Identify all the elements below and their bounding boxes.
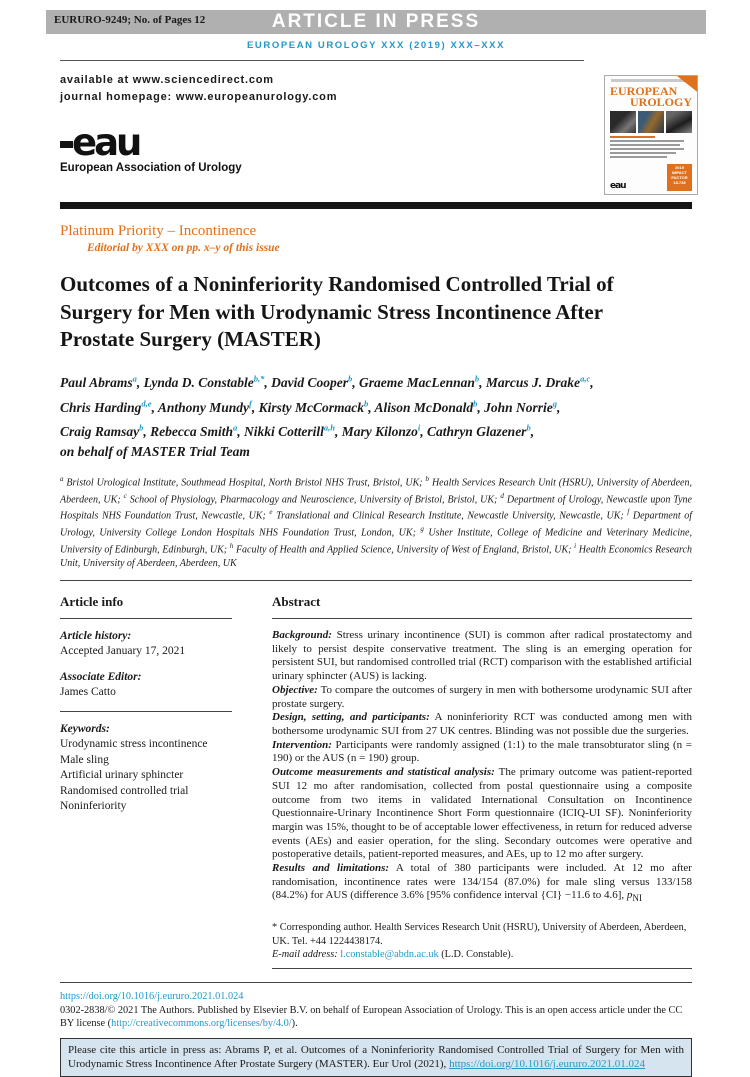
- author-list: [60, 369, 692, 463]
- cover-eau-logo: eau: [610, 181, 626, 191]
- section-divider: [60, 580, 692, 581]
- article-info-heading: Article info: [60, 594, 124, 610]
- keywords-label: Keywords:: [60, 723, 110, 736]
- abstract-objective-label: Objective:: [272, 683, 318, 696]
- author-line: [60, 393, 692, 418]
- associate-editor-value: James Catto: [60, 686, 116, 699]
- author-affiliation-superscript: d,e: [141, 398, 152, 408]
- author-name: David Cooper: [271, 375, 349, 390]
- author-name: Mary Kilonzo: [341, 424, 418, 439]
- cover-title-line2: UROLOGY: [629, 95, 692, 109]
- keyword-item: Randomised controlled trial: [60, 784, 189, 797]
- author: Craig Ramsay$^b$,: [60, 422, 151, 439]
- journal-cover-thumbnail: [604, 75, 698, 195]
- abstract-heading: Abstract: [272, 594, 321, 610]
- cover-footer-line: [610, 194, 638, 195]
- author-name: Alison McDonald: [374, 399, 474, 415]
- p-value-subscript: NI: [632, 893, 643, 904]
- manuscript-id: EURURO-9249; No. of Pages 12: [54, 14, 206, 26]
- abstract-outcomes-text: The primary outcome was patient-reported SUI 12 mo after randomisation, collected from postal questionnaire using a composite outcome from two items in validated International Consultation on Incontinence Questionnaire-Urinary Incontinence Short Form questionnaire (ICIQ-UI SF). Noninferiority margin was 15%, thought to be of acceptable lower effectiveness, in return for reduced adverse events (AEs) and easier operation, for the sling. Secondary outcomes were operative and postoperative details, patient-reported measures, and AEs, up to 12 mo after surgery.: [272, 766, 692, 861]
- corresponding-author-footnote: [272, 921, 692, 961]
- author: Lynda D. Constable$^{b,*}$,: [143, 373, 272, 390]
- abstract-intervention: [272, 739, 692, 766]
- footer-divider: [60, 982, 692, 983]
- keyword-item: Artificial urinary sphincter: [60, 769, 184, 782]
- cover-text-line: [610, 140, 684, 142]
- authors-tail: on behalf of MASTER Trial Team: [60, 444, 250, 459]
- affiliation-superscript: g: [420, 525, 424, 534]
- author-affiliation-superscript: b: [348, 373, 353, 384]
- article-title: [60, 271, 692, 354]
- email-link[interactable]: l.constable@abdn.ac.uk: [340, 948, 439, 960]
- header-divider: [60, 60, 584, 61]
- author: Graeme MacLennan$^b$,: [359, 373, 486, 390]
- author-name: Craig Ramsay: [60, 424, 140, 439]
- cover-impact-factor-box: 2019 IMPACT FACTOR 18.728: [667, 164, 692, 191]
- citation-text: Please cite this article in press as: Abrams P, et al. Outcomes of a Noninferiority Randomised Controlled Trial of Surgery for Men with Urodynamic Stress Incontinence After Prostate Surgery (MASTER). Eur Urol (2021),: [68, 1043, 684, 1070]
- article-history-value: Accepted January 17, 2021: [60, 645, 186, 658]
- author-affiliation-superscript: b: [139, 422, 144, 433]
- citation-doi-link[interactable]: https://doi.org/10.1016/j.eururo.2021.01.024: [449, 1057, 646, 1070]
- affiliation-superscript: e: [269, 508, 273, 517]
- keyword-item: Urodynamic stress incontinence: [60, 738, 208, 751]
- journal-header: [60, 72, 692, 194]
- author-name: Nikki Cotterill: [244, 424, 324, 439]
- author-affiliation-superscript: a: [233, 422, 238, 433]
- doi-link[interactable]: https://doi.org/10.1016/j.eururo.2021.01.024: [60, 990, 244, 1002]
- author-name: Anthony Mundy: [157, 399, 249, 415]
- article-history-label: Article history:: [60, 630, 132, 643]
- author-affiliation-superscript: a: [132, 373, 137, 384]
- sciencedirect-link[interactable]: available at www.sciencedirect.com: [60, 74, 274, 86]
- abstract-intervention-label: Intervention:: [272, 738, 332, 751]
- cover-title-line1: EUROPEAN: [610, 84, 678, 98]
- author: Rebecca Smith$^a$,: [150, 422, 245, 439]
- abstract-results-text: A total of 380 participants were included. At 12 mo after randomisation, incontinence rates were 134/154 (87.0%) for male sling versus 133/158 (84.2%) for AUS (difference 3.6% [95% confidence interval {CI} −11.6 to 4.6],: [272, 862, 692, 902]
- info-abstract-columns: [60, 594, 692, 969]
- copyright-text: 0302-2838/© 2021 The Authors. Published by Elsevier B.V. on behalf of European Association of Urology. This is an open access article under the CC BY license (: [60, 1004, 683, 1030]
- keyword-item: Male sling: [60, 753, 109, 766]
- author-name: Marcus J. Drake: [485, 375, 581, 390]
- footnote-rule: [272, 968, 692, 969]
- press-banner-title: ARTICLE IN PRESS: [271, 11, 481, 32]
- author-name: Chris Harding: [60, 399, 142, 415]
- p-value-symbol: p: [626, 889, 633, 902]
- author: Chris Harding$^{d,e}$,: [60, 398, 158, 415]
- author-line: [60, 369, 692, 394]
- article-info-rule: [60, 618, 232, 619]
- author-name: Paul Abrams: [60, 375, 133, 390]
- abstract-design-text: A noninferiority RCT was conducted among men with bothersome urodynamic SUI from 27 UK centres. Blinding was not possible due the surgeries.: [272, 711, 693, 737]
- affiliations: $^a$ Bristol Urological Institute, Southmead Hospital, North Bristol NHS Trust, Bristol, UK; $^b$ Health Services Research Unit (HSRU), University of Aberdeen, Aberdeen, UK; $^c$ School of Physiology, Pharmacology and Neuroscience, University of Bristol, Bristol, UK; $^d$ Department of Urology, Newcastle upon Tyne Hospitals NHS Foundation Trust, Newcastle, UK; $^e$ Translational and Clinical Research Institute, Newcastle University, Newcastle, UK; $^f$ Department of Urology, University College London Hospitals NHS Foundation Trust, London, UK; $^g$ Usher Institute, College of Medicine and Veterinary Medicine, University of Edinburgh, Edinburgh, UK; $^h$ Faculty of Health and Applied Science, University of West of England, Bristol, UK; $^i$ Health Economics Research Unit, University of Aberdeen, Aberdeen, UK: [60, 475, 692, 569]
- affiliation-superscript: h: [229, 541, 234, 550]
- author: Kirsty McCormack$^b$,: [258, 398, 375, 415]
- cover-image-2: [638, 111, 664, 133]
- article-info-column: [60, 594, 272, 969]
- copyright-suffix: ).: [291, 1018, 298, 1030]
- author: Marcus J. Drake$^{a,c}$,: [485, 373, 594, 390]
- email-label: E-mail address:: [272, 948, 338, 960]
- abstract-design: [272, 711, 692, 738]
- author-line: [60, 418, 692, 443]
- copyright-line: [60, 1004, 692, 1031]
- author-affiliation-superscript: b: [363, 398, 369, 408]
- abstract-intervention-text: Participants were randomly assigned (1:1) to the male transobturator sling (n = 190) or the AUS (n = 190) group.: [272, 738, 693, 765]
- journal-homepage-link[interactable]: journal homepage: www.europeanurology.com: [60, 91, 338, 103]
- abstract-background: [272, 629, 692, 684]
- author: Paul Abrams$^a$,: [60, 373, 144, 390]
- abstract-outcomes-label: Outcome measurements and statistical analysis:: [272, 766, 495, 779]
- abstract-body: [272, 629, 692, 906]
- cover-text-line: [610, 144, 680, 146]
- author-name: Lynda D. Constable: [143, 375, 254, 390]
- affiliation-superscript: b: [425, 475, 430, 483]
- affiliation-superscript: c: [123, 491, 127, 500]
- affiliation-superscript: d: [500, 491, 504, 500]
- abstract-background-text: Stress urinary incontinence (SUI) is common after radical prostatectomy and likely to persist despite conservative treatment. The sling is an emerging operation for persistent SUI, but randomised controlled trial (RCT) comparison with the established artificial urinary sphincter (AUS) is lacking.: [272, 629, 692, 683]
- author-name: John Norrie: [484, 399, 553, 415]
- author: Cathryn Glazener$^b$,: [427, 422, 535, 439]
- cover-text-line: [610, 136, 655, 138]
- abstract-background-label: Background:: [272, 629, 332, 642]
- article-in-press-banner: [46, 10, 706, 34]
- title-line-1: Outcomes of a Noninferiority Randomised Controlled Trial of: [60, 272, 614, 296]
- keywords-list: [60, 737, 258, 815]
- author: Alison McDonald$^b$,: [374, 398, 485, 415]
- author: Mary Kilonzo$^i$,: [341, 422, 428, 439]
- abstract-rule: [272, 618, 692, 619]
- author-affiliation-superscript: g: [552, 398, 558, 408]
- cover-contents-lines: [610, 136, 692, 158]
- author-affiliation-superscript: a,c: [580, 373, 591, 384]
- keyword-item: Noninferiority: [60, 800, 127, 813]
- eau-logo-caption: European Association of Urology: [60, 162, 242, 174]
- abstract-objective: [272, 684, 692, 711]
- author: David Cooper$^b$,: [271, 373, 360, 390]
- associate-editor-label: Associate Editor:: [60, 671, 142, 684]
- citation-box: [60, 1038, 692, 1077]
- author-name: Kirsty McCormack: [258, 399, 364, 415]
- author: Anthony Mundy$^f$,: [157, 398, 259, 415]
- cc-license-link[interactable]: http://creativecommons.org/licenses/by/4.0/: [111, 1018, 292, 1030]
- author-affiliation-superscript: b: [474, 373, 480, 384]
- author-name: Cathryn Glazener: [427, 424, 527, 439]
- author-lines: [60, 369, 692, 443]
- abstract-outcomes: [272, 766, 692, 862]
- author-affiliation-superscript: b: [526, 422, 531, 433]
- title-line-3: Prostate Surgery (MASTER): [60, 327, 321, 351]
- email-suffix: (L.D. Constable).: [438, 948, 514, 960]
- title-line-2: Surgery for Men with Urodynamic Stress Incontinence After: [60, 299, 604, 324]
- cover-image-1: [610, 111, 636, 133]
- author: Nikki Cotterill$^{a,h}$,: [244, 422, 342, 439]
- eau-logo: eau: [60, 126, 692, 160]
- cover-masthead-line: [611, 79, 691, 82]
- author-affiliation-superscript: b: [473, 398, 478, 408]
- author-affiliation-superscript: f: [249, 398, 252, 408]
- author-affiliation-superscript: i: [417, 422, 421, 433]
- abstract-objective-text: To compare the outcomes of surgery in men with bothersome urodynamic SUI after prostate surgery.: [272, 683, 692, 710]
- section-category: Platinum Priority – Incontinence: [60, 223, 257, 239]
- cover-image-strip: [610, 111, 692, 133]
- cover-text-line: [610, 156, 667, 158]
- journal-issue-line: EUROPEAN UROLOGY XXX (2019) XXX–XXX: [246, 40, 506, 51]
- author-affiliation-superscript: a,h: [323, 422, 336, 433]
- abstract-design-label: Design, setting, and participants:: [272, 711, 430, 724]
- author-name: Rebecca Smith: [150, 424, 234, 439]
- affiliation-superscript: a: [60, 475, 64, 483]
- email-line: [272, 948, 692, 961]
- corresponding-author-line: * Corresponding author. Health Services Research Unit (HSRU), University of Aberdeen, Aberdeen, UK. Tel. +44 1224438174.: [272, 922, 687, 947]
- cover-text-line: [610, 148, 684, 150]
- keywords-rule: [60, 711, 232, 712]
- author-name: Graeme MacLennan: [359, 375, 475, 390]
- affiliation-superscript: f: [627, 508, 630, 517]
- header-black-bar: [60, 202, 692, 209]
- cover-footer: [610, 164, 692, 191]
- abstract-results-label: Results and limitations:: [272, 862, 390, 875]
- cover-image-3: [666, 111, 692, 133]
- cover-text-line: [610, 152, 676, 154]
- abstract-results: [272, 862, 692, 906]
- editorial-note: Editorial by XXX on pp. x–y of this issue: [87, 242, 280, 254]
- affiliation-superscript: i: [574, 541, 577, 550]
- author: John Norrie$^g$,: [484, 398, 561, 415]
- abstract-column: [272, 594, 692, 969]
- author-affiliation-superscript: b,*: [253, 373, 265, 384]
- cover-journal-title: [610, 86, 692, 108]
